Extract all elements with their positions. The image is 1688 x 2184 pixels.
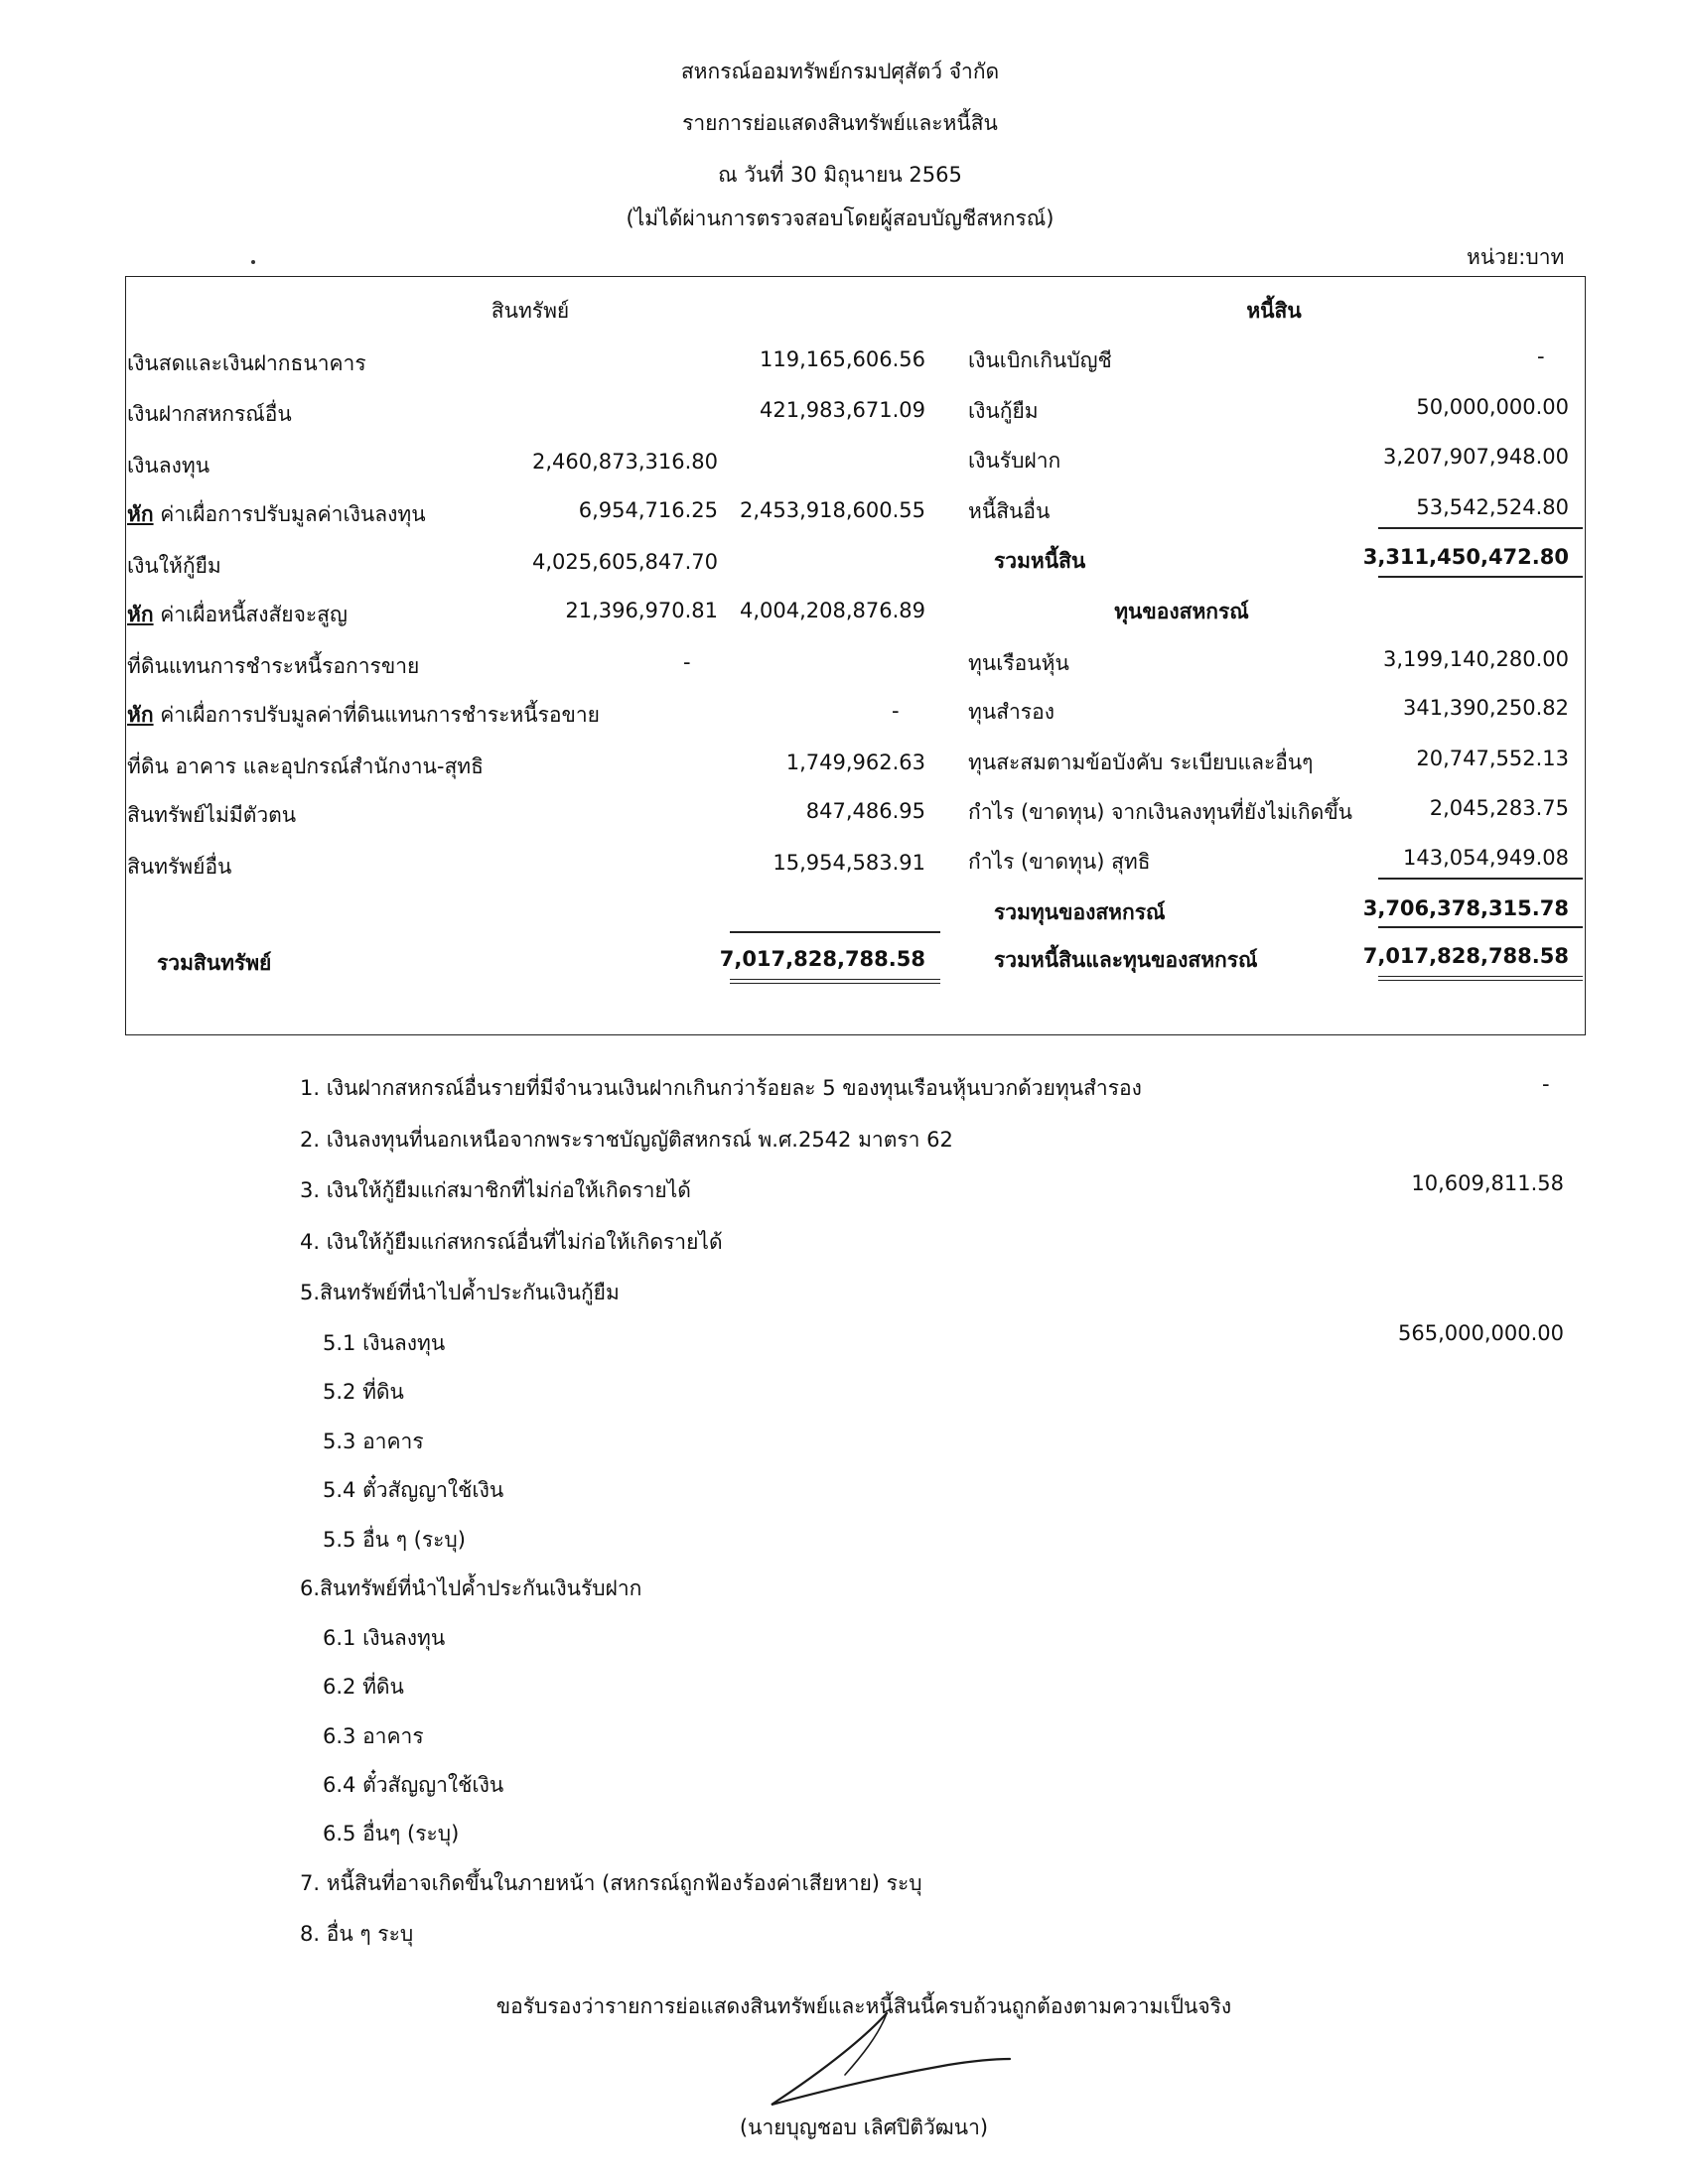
report-title: รายการย่อแสดงสินทรัพย์และหนี้สิน	[682, 111, 998, 135]
note-item: 1. เงินฝากสหกรณ์อื่นรายที่มีจำนวนเงินฝากเกินกว่าร้อยละ 5 ของทุนเรือนหุ้นบวกด้วยทุนสำรอง	[300, 1076, 1142, 1100]
note-value: -	[1542, 1072, 1550, 1096]
equity-value: 20,747,552.13	[1416, 747, 1569, 770]
equity-value: 341,390,250.82	[1403, 696, 1569, 720]
subtotal-rule	[1378, 878, 1583, 880]
total-equity-value: 3,706,378,315.78	[1362, 896, 1569, 920]
asset-subvalue: 4,025,605,847.70	[531, 550, 718, 574]
liability-label: เงินรับฝาก	[968, 449, 1061, 473]
liability-value: 3,207,907,948.00	[1382, 445, 1569, 469]
less-prefix: หัก	[127, 502, 154, 526]
asset-label	[127, 599, 348, 631]
asset-label	[127, 498, 426, 531]
subtotal-rule	[1378, 527, 1583, 529]
equity-value: 3,199,140,280.00	[1382, 647, 1569, 671]
asset-label-text: ค่าเผื่อการปรับมูลค่าเงินลงทุน	[153, 502, 426, 526]
asset-label	[127, 699, 600, 732]
less-prefix: หัก	[127, 603, 154, 626]
liability-value: -	[1537, 344, 1545, 368]
asset-label: ที่ดิน อาคาร และอุปกรณ์สำนักงาน-สุทธิ	[127, 754, 484, 778]
double-underline	[1378, 976, 1583, 981]
asset-value: 119,165,606.56	[760, 347, 925, 371]
scan-speck	[251, 260, 255, 264]
equity-value: 143,054,949.08	[1403, 846, 1569, 870]
total-assets-value: 7,017,828,788.58	[719, 947, 925, 971]
assets-heading: สินทรัพย์	[491, 299, 570, 323]
note-item: 6.5 อื่นๆ (ระบุ)	[323, 1822, 460, 1845]
note-item: 2. เงินลงทุนที่นอกเหนือจากพระราชบัญญัติสหกรณ์ พ.ศ.2542 มาตรา 62	[300, 1128, 953, 1152]
total-assets-label: รวมสินทรัพย์	[157, 951, 272, 975]
note-item: 5.5 อื่น ๆ (ระบุ)	[323, 1528, 466, 1552]
note-item: 5.สินทรัพย์ที่นำไปค้ำประกันเงินกู้ยืม	[300, 1281, 620, 1304]
equity-heading: ทุนของสหกรณ์	[1114, 600, 1249, 623]
audit-note: (ไม่ได้ผ่านการตรวจสอบโดยผู้สอบบัญชีสหกรณ์)	[626, 206, 1055, 230]
equity-value: 2,045,283.75	[1429, 796, 1569, 820]
double-underline	[730, 979, 940, 984]
asset-value: 2,453,918,600.55	[739, 498, 925, 522]
liability-value: 53,542,524.80	[1416, 495, 1569, 519]
note-item: 6.3 อาคาร	[323, 1724, 424, 1748]
equity-label: ทุนสะสมตามข้อบังคับ ระเบียบและอื่นๆ	[968, 751, 1314, 774]
note-item: 4. เงินให้กู้ยืมแก่สหกรณ์อื่นที่ไม่ก่อให้เกิดรายได้	[300, 1230, 723, 1254]
signature-image	[750, 2005, 1018, 2115]
asset-label: สินทรัพย์อื่น	[127, 855, 232, 879]
asset-label: เงินลงทุน	[127, 454, 211, 478]
note-item: 6.4 ตั๋วสัญญาใช้เงิน	[323, 1773, 504, 1797]
total-rule	[1378, 926, 1583, 928]
liability-label: หนี้สินอื่น	[968, 499, 1051, 523]
asset-subvalue: 21,396,970.81	[565, 599, 718, 622]
note-item: 5.1 เงินลงทุน	[323, 1331, 446, 1355]
note-item: 8. อื่น ๆ ระบุ	[300, 1922, 414, 1946]
total-equity-label: รวมทุนของสหกรณ์	[994, 900, 1166, 924]
asset-value: 421,983,671.09	[760, 398, 925, 422]
grand-total-value: 7,017,828,788.58	[1362, 944, 1569, 968]
note-item: 6.2 ที่ดิน	[323, 1675, 404, 1699]
liabilities-heading: หนี้สิน	[1246, 299, 1302, 323]
equity-label: กำไร (ขาดทุน) จากเงินลงทุนที่ยังไม่เกิดขึ้น	[968, 800, 1353, 824]
note-item: 6.1 เงินลงทุน	[323, 1626, 446, 1650]
note-item: 5.4 ตั๋วสัญญาใช้เงิน	[323, 1478, 504, 1502]
asset-label: เงินฝากสหกรณ์อื่น	[127, 402, 292, 426]
equity-label: ทุนเรือนหุ้น	[968, 651, 1069, 675]
note-item: 5.3 อาคาร	[323, 1430, 424, 1453]
asset-subvalue: -	[683, 650, 691, 674]
asset-label: เงินให้กู้ยืม	[127, 554, 221, 578]
as-of-date: ณ วันที่ 30 มิถุนายน 2565	[718, 163, 962, 187]
note-value: 10,609,811.58	[1411, 1171, 1564, 1195]
asset-label: สินทรัพย์ไม่มีตัวตน	[127, 803, 297, 827]
equity-label: กำไร (ขาดทุน) สุทธิ	[968, 850, 1151, 874]
asset-value: 4,004,208,876.89	[739, 599, 925, 622]
asset-label: เงินสดและเงินฝากธนาคาร	[127, 351, 366, 375]
asset-value: -	[892, 699, 900, 723]
equity-label: ทุนสำรอง	[968, 700, 1055, 724]
note-item: 6.สินทรัพย์ที่นำไปค้ำประกันเงินรับฝาก	[300, 1576, 642, 1600]
asset-label-text: ค่าเผื่อการปรับมูลค่าที่ดินแทนการชำระหนี้รอขาย	[153, 703, 600, 727]
asset-label-text: ค่าเผื่อหนี้สงสัยจะสูญ	[153, 603, 348, 626]
certification-statement: ขอรับรองว่ารายการย่อแสดงสินทรัพย์และหนี้สินนี้ครบถ้วนถูกต้องตามความเป็นจริง	[495, 1994, 1232, 2018]
grand-total-label: รวมหนี้สินและทุนของสหกรณ์	[994, 948, 1258, 972]
asset-value: 847,486.95	[805, 799, 925, 823]
note-item: 5.2 ที่ดิน	[323, 1380, 404, 1404]
asset-subvalue: 2,460,873,316.80	[531, 450, 718, 474]
note-item: 3. เงินให้กู้ยืมแก่สมาชิกที่ไม่ก่อให้เกิดรายได้	[300, 1178, 691, 1202]
subtotal-rule	[730, 931, 940, 933]
liability-label: เงินเบิกเกินบัญชี	[968, 348, 1112, 372]
unit-label: หน่วย:บาท	[1467, 245, 1565, 269]
total-liabilities-label: รวมหนี้สิน	[994, 549, 1086, 573]
liability-value: 50,000,000.00	[1416, 395, 1569, 419]
less-prefix: หัก	[127, 703, 154, 727]
asset-label: ที่ดินแทนการชำระหนี้รอการขาย	[127, 654, 420, 678]
signer-name: (นายบุญชอบ เลิศปิติวัฒนา)	[739, 2116, 989, 2139]
total-liabilities-value: 3,311,450,472.80	[1362, 545, 1569, 569]
org-name: สหกรณ์ออมทรัพย์กรมปศุสัตว์ จำกัด	[680, 60, 1000, 83]
liability-label: เงินกู้ยืม	[968, 399, 1039, 423]
asset-value: 15,954,583.91	[773, 851, 925, 875]
asset-value: 1,749,962.63	[785, 751, 925, 774]
note-value: 565,000,000.00	[1398, 1321, 1564, 1345]
note-item: 7. หนี้สินที่อาจเกิดขึ้นในภายหน้า (สหกรณ์ถูกฟ้องร้องค่าเสียหาย) ระบุ	[300, 1871, 922, 1895]
total-rule	[1378, 576, 1583, 578]
asset-subvalue: 6,954,716.25	[578, 498, 718, 522]
